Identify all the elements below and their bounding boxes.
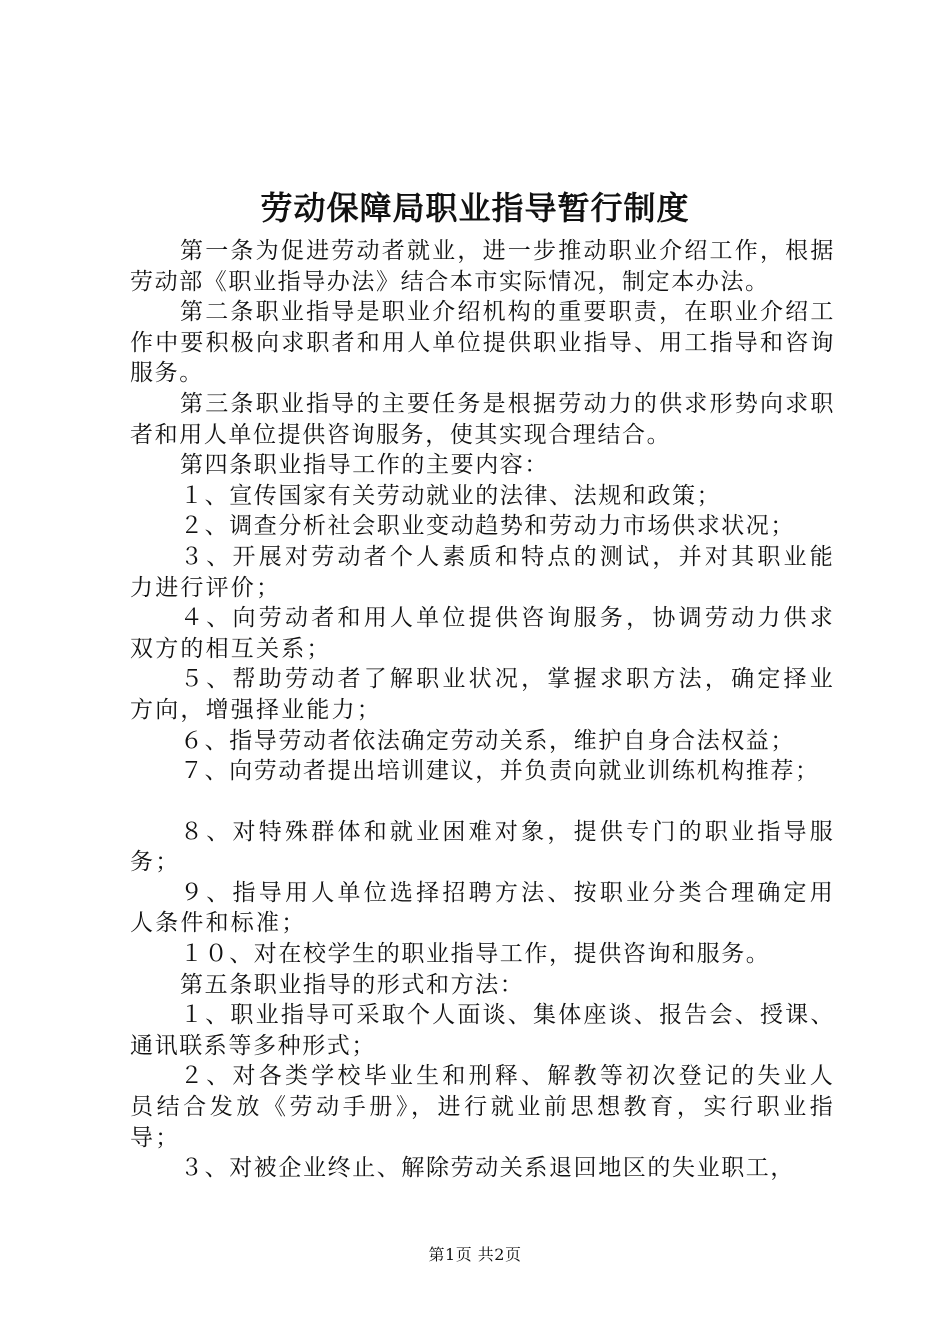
page-number-footer: 第1页 共2页 [428, 1245, 522, 1264]
article-4-item-7: ７、向劳动者提出培训建议，并负责向就业训练机构推荐； [180, 758, 820, 785]
article-4-item-6: ６、指导劳动者依法确定劳动关系，维护自身合法权益； [180, 727, 795, 754]
article-4-item-3: ３、开展对劳动者个人素质和特点的测试，并对其职业能力进行评价； [130, 543, 835, 601]
article-4-item-1: １、宣传国家有关劳动就业的法律、法规和政策； [180, 482, 722, 509]
article-4-item-5: ５、帮助劳动者了解职业状况，掌握求职方法，确定择业方向，增强择业能力； [130, 666, 835, 723]
article-4-item-9: ９、指导用人单位选择招聘方法、按职业分类合理确定用人条件和标准； [130, 879, 835, 937]
article-4-item-10: １０、对在校学生的职业指导工作，提供咨询和服务。 [180, 941, 771, 968]
article-5-item-3: ３、对被企业终止、解除劳动关系退回地区的失业职工， [180, 1155, 795, 1182]
article-4-item-8: ８、对特殊群体和就业困难对象，提供专门的职业指导服务； [130, 818, 835, 876]
article-4-heading: 第四条职业指导工作的主要内容： [180, 452, 549, 479]
article-5-item-1: １、职业指导可采取个人面谈、集体座谈、报告会、授课、通讯联系等多种形式； [130, 1002, 835, 1059]
article-1: 第一条为促进劳动者就业，进一步推动职业介绍工作，根据劳动部《职业指导办法》结合本市实际情况，制定本办法。 [130, 238, 835, 295]
document-body [130, 236, 835, 1184]
article-5-item-2: ２、对各类学校毕业生和刑释、解教等初次登记的失业人员结合发放《劳动手册》，进行就业前思想教育，实行职业指导； [130, 1063, 835, 1151]
document-title: 劳动保障局职业指导暂行制度 [260, 189, 690, 227]
article-3: 第三条职业指导的主要任务是根据劳动力的供求形势向求职者和用人单位提供咨询服务，使其实现合理结合。 [130, 390, 835, 448]
article-4-item-4: ４、向劳动者和用人单位提供咨询服务，协调劳动力供求双方的相互关系； [130, 605, 835, 662]
article-5-heading: 第五条职业指导的形式和方法： [180, 971, 525, 998]
article-2: 第二条职业指导是职业介绍机构的重要职责，在职业介绍工作中要积极向求职者和用人单位提供职业指导、用工指导和咨询服务。 [130, 299, 835, 387]
article-4-item-2: ２、调查分析社会职业变动趋势和劳动力市场供求状况； [180, 513, 795, 540]
